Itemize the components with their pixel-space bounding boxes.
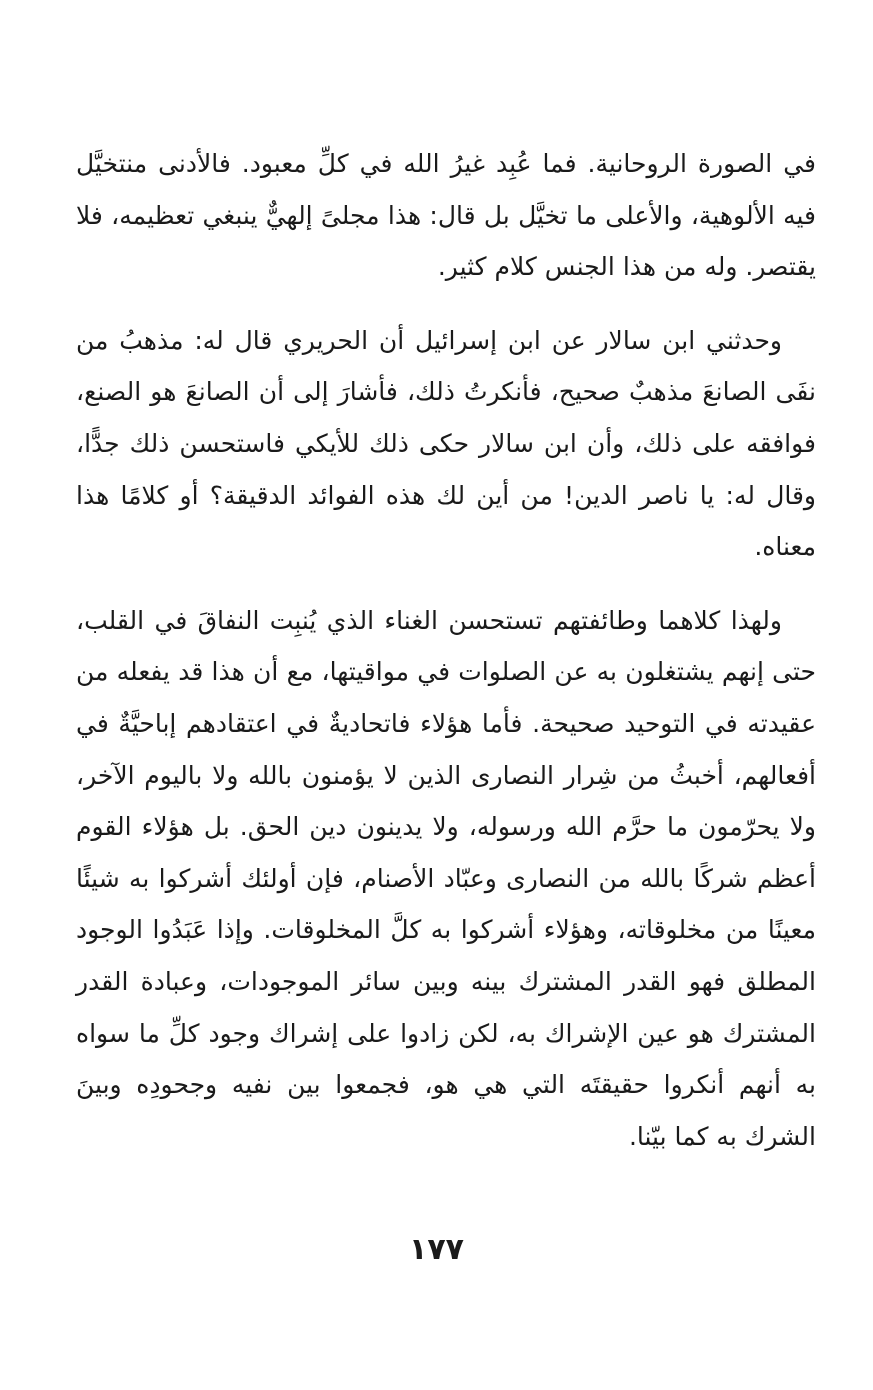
page-body: [76, 138, 816, 1162]
page-number: ١٧٧: [409, 1232, 464, 1267]
paragraph-1: في الصورة الروحانية. فما عُبِد غيرُ الله في كلِّ معبود. فالأدنى منتخيَّل فيه الألوهية، والأعلى ما تخيَّل بل قال: هذا مجلىً إلهيٌّ ينبغي تعظيمه، فلا يقتصر. وله من هذا الجنس كلام كثير.: [76, 149, 816, 282]
paragraph-2: وحدثني ابن سالار عن ابن إسرائيل أن الحريري قال له: مذهبُ من نفَى الصانعَ مذهبٌ صحيح، فأنكرتُ ذلك، فأشارَ إلى أن الصانعَ هو الصنع، فوافقه على ذلك، وأن ابن سالار حكى ذلك للأيكي فاستحسن ذلك جدًّا، وقال له: يا ناصر الدين! من أين لك هذه الفوائد الدقيقة؟ أو كلامًا هذا معناه.: [76, 325, 816, 562]
paragraph-3: ولهذا كلاهما وطائفتهم تستحسن الغناء الذي يُنبِت النفاقَ في القلب، حتى إنهم يشتغلون به عن الصلوات في مواقيتها، مع أن هذا قد يفعله من عقيدته في التوحيد صحيحة. فأما هؤلاء فاتحاديةٌ في اعتقادهم إباحيَّةٌ في أفعالهم، أخبثُ من شِرار النصارى الذين لا يؤمنون بالله ولا باليوم الآخر، ولا يحرّمون ما حرَّم الله ورسوله، ولا يدينون دين الحق. بل هؤلاء القوم أعظم شركًا بالله من النصارى وعبّاد الأصنام، فإن أولئك أشركوا به شيئًا معينًا من مخلوقاته، وهؤلاء أشركوا به كلَّ المخلوقات. وإذا عَبَدُوا الوجود المطلق فهو القدر المشترك بينه وبين سائر الموجودات، وعبادة القدر المشترك هو عين الإشراك به، لكن زادوا على إشراك وجود كلِّ ما سواه به أنهم أنكروا حقيقتَه التي هي هو، فجمعوا بين نفيه وجحودِه وبينَ الشرك به كما بيّنا.: [76, 605, 816, 1151]
